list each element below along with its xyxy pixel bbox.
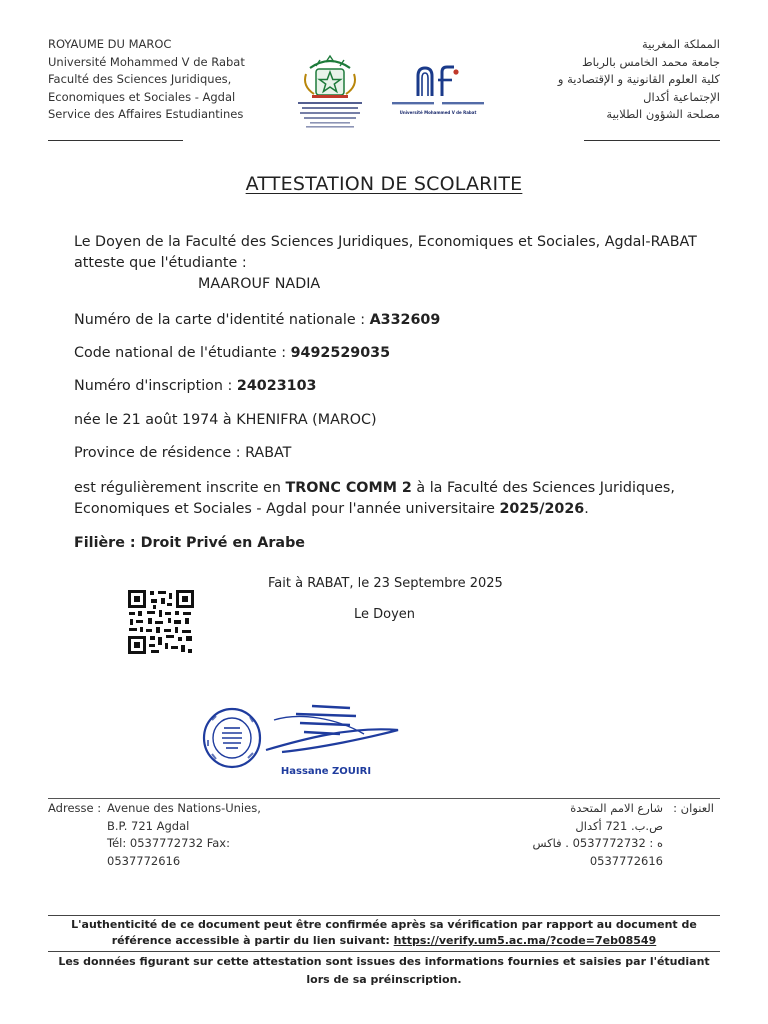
student-code-line	[74, 343, 714, 364]
footer-divider	[48, 798, 720, 799]
inscription-value: 24023103	[236, 378, 317, 394]
signatory-title: Le Doyen	[354, 607, 416, 622]
intro-text: Le Doyen de la Faculté des Sciences Juridiques, Economiques et Sociales, Agdal-RABAT atteste que l'étudiante :	[74, 234, 697, 271]
place-date: Fait à RABAT, le 23 Septembre 2025	[268, 576, 503, 591]
faculty-emblem-icon	[296, 52, 364, 134]
official-stamp-signature	[200, 696, 410, 782]
address-line-ar: 0537772616	[589, 853, 663, 868]
authenticity-notice	[48, 917, 720, 949]
birth-line: née le 21 août 1974 à KHENIFRA (MAROC)	[74, 412, 377, 428]
filiere-line: Filière : Droit Privé en Arabe	[74, 535, 306, 551]
header-line: Economiques et Sociales - Agdal	[48, 89, 236, 104]
header-line: ROYAUME DU MAROC	[48, 37, 172, 51]
cin-label: Numéro de la carte d'identité nationale :	[74, 312, 370, 328]
verification-link[interactable]: https://verify.um5.ac.ma/?code=7eb08549	[393, 934, 657, 947]
enrolment-mid: à la Faculté des Sciences Juridiques, Economiques et Sociales - Agdal pour l'année universitaire	[74, 480, 675, 517]
auth-divider-top	[48, 915, 720, 916]
header-line-ar: المملكة المغربية	[641, 37, 720, 51]
enrolment-post: .	[584, 500, 589, 517]
enrolment-pre: est régulièrement inscrite en	[74, 480, 286, 496]
header-french-block	[48, 36, 245, 124]
cin-line	[74, 310, 714, 331]
address-line-ar: ه : 0537772732 . فاكس	[532, 836, 663, 850]
enrolment-level: TRONC COMM 2	[285, 480, 412, 496]
student-name: MAAROUF NADIA	[198, 276, 321, 292]
inscription-line	[74, 376, 714, 397]
address-block	[107, 800, 307, 870]
header-line-ar: جامعة محمد الخامس بالرباط	[581, 54, 720, 69]
university-logo-icon	[388, 62, 488, 118]
address-line: 0537772616	[107, 853, 181, 868]
header-line: Université Mohammed V de Rabat	[48, 54, 245, 69]
header-arabic-block	[558, 36, 720, 124]
qr-code-icon	[127, 589, 195, 655]
header-line: Faculté des Sciences Juridiques,	[48, 72, 232, 87]
inscription-label: Numéro d'inscription :	[74, 378, 237, 394]
cin-value: A332609	[369, 312, 441, 328]
student-code-label: Code national de l'étudiante :	[74, 345, 291, 361]
enrolment-text	[74, 478, 714, 519]
authenticity-text: L'authenticité de ce document peut être confirmée après sa vérification par rapport au document de référence accessible à partir du lien suivant:	[71, 918, 697, 947]
province-line: Province de résidence : RABAT	[74, 445, 292, 461]
address-line-ar: شارع الامم المتحدة	[570, 801, 663, 815]
address-label-ar: العنوان :	[673, 801, 714, 815]
address-line: B.P. 721 Agdal	[107, 818, 190, 833]
header-divider-left	[48, 140, 183, 141]
header-line-ar: الإجتماعية أكدال	[643, 89, 720, 104]
document-title: ATTESTATION DE SCOLARITE	[245, 173, 523, 195]
address-line: Avenue des Nations-Unies,	[107, 801, 261, 815]
university-logo-text: Université Mohammed V de Rabat	[399, 110, 477, 115]
student-code-value: 9492529035	[290, 345, 391, 361]
header-line-ar: كلية العلوم القانونية و الإقتصادية و	[557, 72, 720, 87]
address-line-ar: ص.ب. 721 أكدال	[575, 818, 663, 833]
academic-year: 2025/2026	[499, 500, 585, 517]
header-divider-right	[584, 140, 720, 141]
data-source-notice: Les données figurant sur cette attestation sont issues des informations fournies et saisies par l'étudiant lors de sa préinscription.	[58, 955, 710, 986]
address-line: Tél: 0537772732 Fax:	[107, 836, 230, 850]
stamp-signatory-name: Hassane ZOUIRI	[280, 766, 372, 777]
header-line-ar: مصلحة الشؤون الطلابية	[606, 107, 720, 122]
header-line: Service des Affaires Estudiantines	[48, 107, 244, 122]
address-label: Adresse :	[48, 801, 102, 815]
address-block-ar	[533, 800, 664, 870]
auth-divider-bottom	[48, 951, 720, 952]
